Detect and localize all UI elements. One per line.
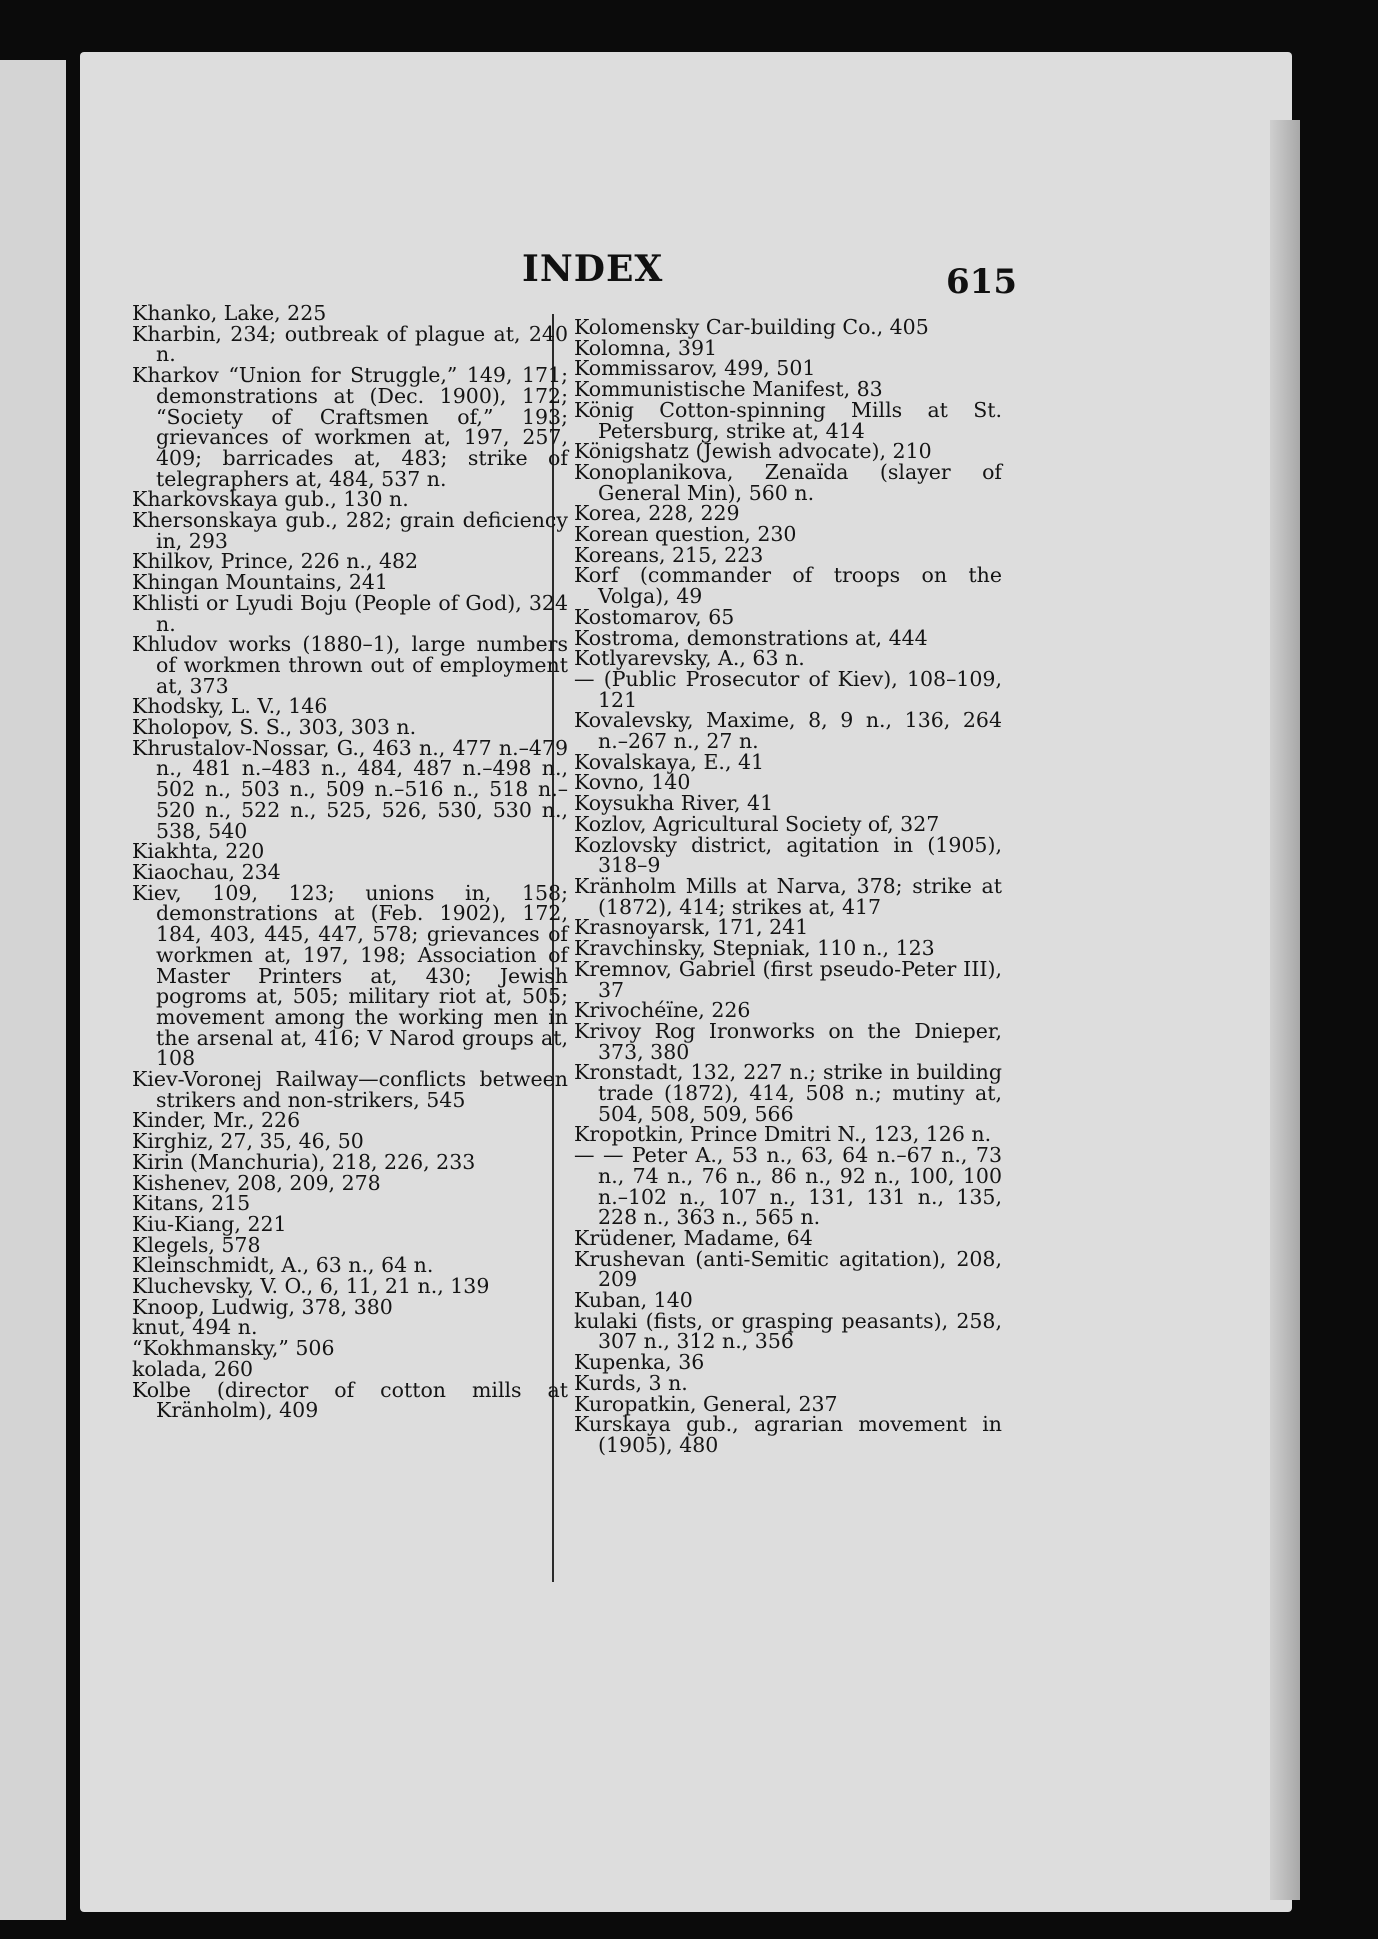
index-entry: Kiev-Voronej Railway—conflicts between strikers and non-strikers, 545 [132, 1067, 568, 1112]
index-entry: — — Peter A., 53 n., 63, 64 n.–67 n., 73 n., 74 n., 76 n., 86 n., 92 n., 100, 100 n.–102 n., 107 n., 131, 131 n., 135, 228 n., 363 n., 565 n. [574, 1143, 1002, 1230]
index-entry: Khingan Mountains, 241 [132, 570, 388, 595]
index-entry: Kiev, 109, 123; unions in, 158; demonstrations at (Feb. 1902), 172, 184, 403, 445, 447, 578; grievances of workmen at, 197, 198; Association of Master Printers at, 430; Jewish pogroms at, 505; military riot at, 505; movement among the working men in the arsenal at, 416; V Narod groups at, 108 [132, 880, 568, 1071]
index-entry: knut, 494 n. [132, 1315, 258, 1340]
index-entry: Kropotkin, Prince Dmitri N., 123, 126 n. [574, 1122, 992, 1147]
index-entry: Kuropatkin, General, 237 [574, 1391, 838, 1416]
index-entry: Khrustalov-Nossar, G., 463 n., 477 n.–479 n., 481 n.–483 n., 484, 487 n.–498 n., 502 n., 503 n., 509 n.–516 n., 518 n.–520 n., 522 n., 525, 526, 530, 530 n., 538, 540 [132, 735, 568, 843]
index-entry: Kotlyarevsky, A., 63 n. [574, 646, 805, 671]
index-entry: Korea, 228, 229 [574, 501, 740, 526]
index-entry: Krasnoyarsk, 171, 241 [574, 915, 809, 940]
index-entry: Khlisti or Lyudi Boju (People of God), 324 n. [132, 590, 568, 636]
index-entry: Kozlov, Agricultural Society of, 327 [574, 811, 940, 836]
index-column-left [132, 303, 568, 1421]
index-entry: Kolomna, 391 [574, 335, 718, 360]
index-entry: Krüdener, Madame, 64 [574, 1225, 813, 1250]
index-entry: Krushevan (anti-Semitic agitation), 208, 209 [574, 1246, 1002, 1292]
index-entry: Kiaochau, 234 [132, 859, 281, 884]
index-entry: Koreans, 215, 223 [574, 542, 764, 567]
index-entry: Kirin (Manchuria), 218, 226, 233 [132, 1149, 476, 1174]
index-entry: Kharkovskaya gub., 130 n. [132, 487, 409, 512]
page-fore-edge [1270, 120, 1300, 1900]
index-entry: Kremnov, Gabriel (first pseudo-Peter III), 37 [574, 956, 1002, 1002]
index-entry: Kolomensky Car-building Co., 405 [574, 315, 929, 339]
index-entry: Kholopov, S. S., 303, 303 n. [132, 715, 417, 740]
index-entry: Kränholm Mills at Narva, 378; strike at (1872), 414; strikes at, 417 [574, 873, 1002, 919]
index-entry: Korf (commander of troops on the Volga), 49 [574, 563, 1002, 609]
index-entry: — (Public Prosecutor of Kiev), 108–109, 121 [574, 666, 1002, 712]
index-entry: Kurds, 3 n. [574, 1370, 688, 1395]
facing-page-edge [0, 60, 66, 1920]
index-entry: Kitans, 215 [132, 1191, 251, 1216]
index-entry: Kostomarov, 65 [574, 604, 735, 629]
index-entry: Kuban, 140 [574, 1288, 693, 1313]
index-entry: Kharbin, 234; outbreak of plague at, 240 n. [132, 321, 568, 367]
index-entry: kulaki (fists, or grasping peasants), 258, 307 n., 312 n., 356 [574, 1308, 1002, 1354]
index-entry: Kovno, 140 [574, 770, 691, 795]
page-number: 615 [946, 262, 1017, 302]
index-entry: Kravchinsky, Stepniak, 110 n., 123 [574, 936, 935, 961]
index-entry: Kostroma, demonstrations at, 444 [574, 625, 928, 650]
index-entry: Kurskaya gub., agrarian movement in (1905), 480 [574, 1412, 1002, 1457]
index-entry: Kluchevsky, V. O., 6, 11, 21 n., 139 [132, 1274, 490, 1299]
index-entry: Knoop, Ludwig, 378, 380 [132, 1294, 393, 1319]
index-entry: König Cotton-spinning Mills at St. Petersburg, strike at, 414 [574, 397, 1002, 443]
index-entry: Kronstadt, 132, 227 n.; strike in building trade (1872), 414, 508 n.; mutiny at, 504, 508, 509, 566 [574, 1060, 1002, 1126]
index-entry: Kiakhta, 220 [132, 839, 265, 864]
index-entry: Kiu-Kiang, 221 [132, 1211, 287, 1236]
index-entry: Königshatz (Jewish advocate), 210 [574, 439, 932, 464]
index-entry: Khilkov, Prince, 226 n., 482 [132, 549, 419, 574]
index-entry: Kolbe (director of cotton mills at Kränholm), 409 [132, 1377, 568, 1423]
index-entry: Kovalevsky, Maxime, 8, 9 n., 136, 264 n.–267 n., 27 n. [574, 708, 1002, 754]
index-column-right [574, 317, 1002, 1456]
index-entry: Kinder, Mr., 226 [132, 1108, 301, 1133]
index-entry: “Kokhmansky,” 506 [132, 1336, 335, 1361]
index-entry: Klegels, 578 [132, 1232, 261, 1257]
index-entry: Kirghiz, 27, 35, 46, 50 [132, 1129, 364, 1154]
index-entry: Krivoy Rog Ironworks on the Dnieper, 373, 380 [574, 1018, 1002, 1064]
page-title: INDEX [522, 248, 664, 290]
index-entry: Koysukha River, 41 [574, 791, 774, 816]
index-entry: Khludov works (1880–1), large numbers of workmen thrown out of employment at, 373 [132, 632, 568, 698]
index-entry: Khodsky, L. V., 146 [132, 694, 328, 719]
index-entry: Kommissarov, 499, 501 [574, 356, 816, 381]
index-entry: kolada, 260 [132, 1356, 254, 1381]
index-entry: Khersonskaya gub., 282; grain deficiency in, 293 [132, 508, 568, 553]
index-entry: Kharkov “Union for Struggle,” 149, 171; demonstrations at (Dec. 1900), 172; “Society of Craftsmen of,” 193; grievances of workmen at, 197, 257, 409; barricades at, 483; strike of telegraphers at, 484, 537 n. [132, 363, 568, 491]
index-entry: Kozlovsky district, agitation in (1905), 318–9 [574, 832, 1002, 878]
index-entry: Khanko, Lake, 225 [132, 301, 327, 325]
index-entry: Kleinschmidt, A., 63 n., 64 n. [132, 1253, 434, 1278]
index-entry: Kupenka, 36 [574, 1350, 705, 1375]
index-entry: Kishenev, 208, 209, 278 [132, 1170, 381, 1195]
index-entry: Kommunistische Manifest, 83 [574, 377, 883, 402]
index-entry: Kovalskaya, E., 41 [574, 749, 765, 774]
index-entry: Konoplanikova, Zenaïda (slayer of General Min), 560 n. [574, 459, 1002, 505]
index-entry: Krivochéïne, 226 [574, 998, 751, 1023]
index-entry: Korean question, 230 [574, 522, 797, 547]
